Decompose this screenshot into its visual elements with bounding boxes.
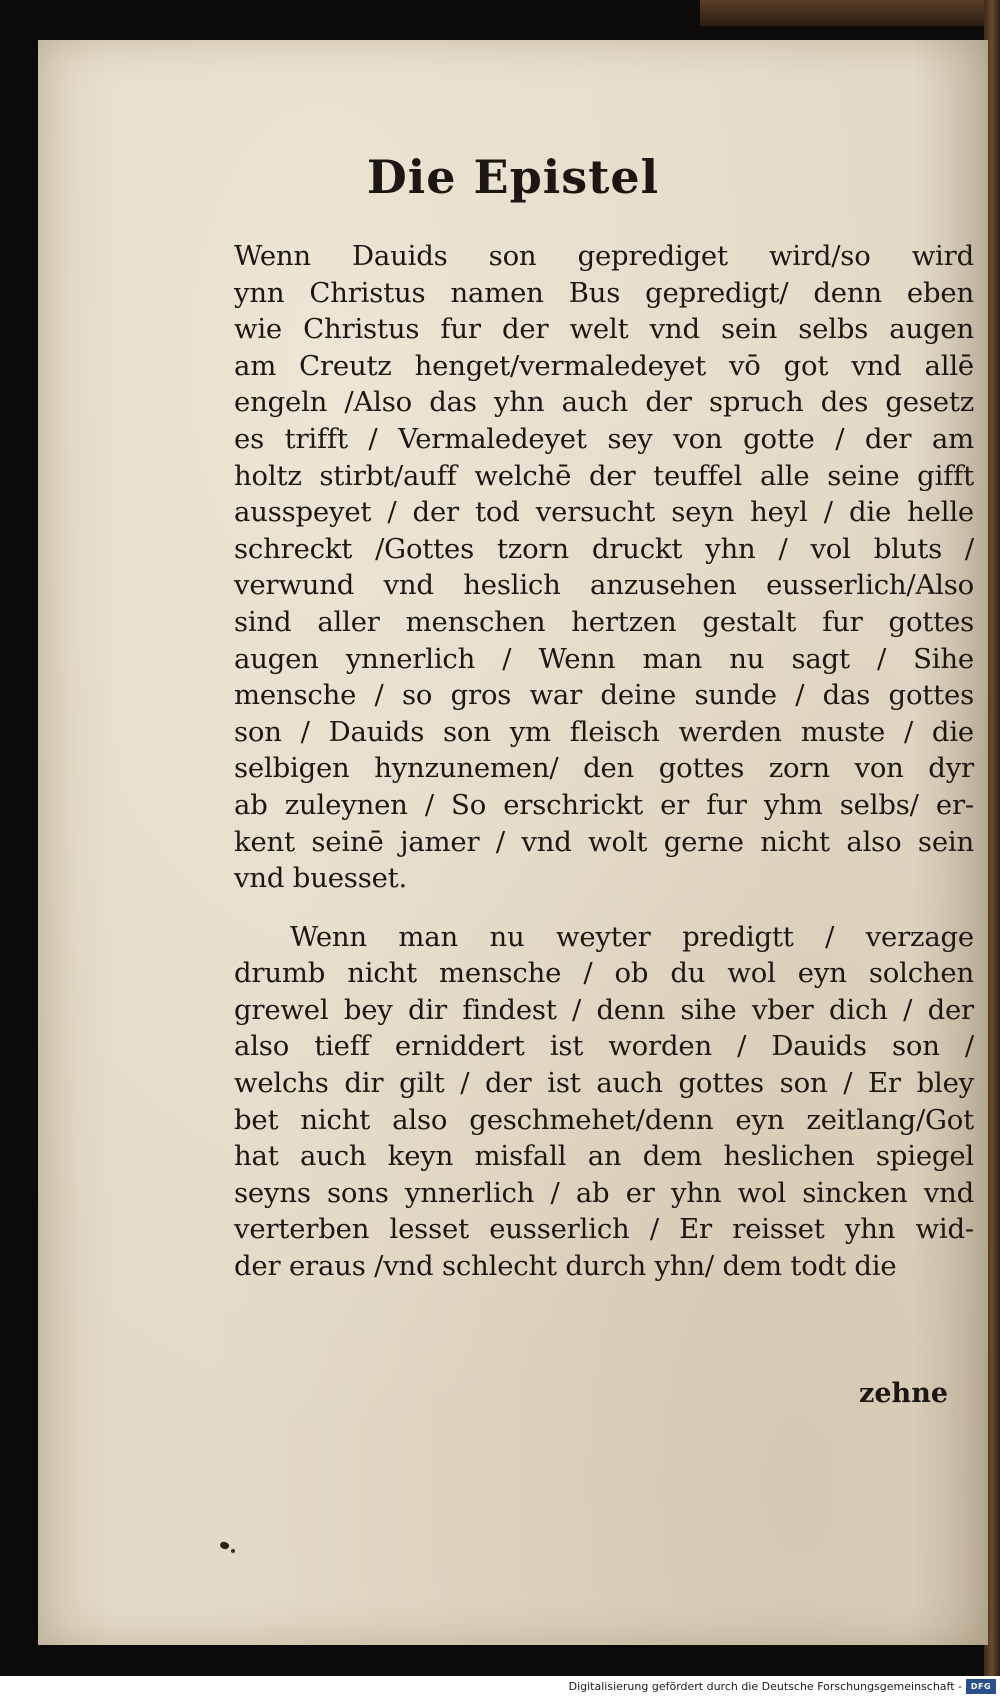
body-text bbox=[234, 238, 974, 1285]
text-line: seyns sons ynnerlich / ab er yhn wol sincken vnd bbox=[234, 1176, 974, 1209]
book-page bbox=[38, 40, 988, 1645]
text-line: engeln /Also das yhn auch der spruch des gesetz bbox=[234, 386, 974, 419]
text-line: also tieff erniddert ist worden / Dauids son / bbox=[234, 1030, 974, 1063]
text-line: holtz stirbt/auff welchē der teuffel alle seine gifft bbox=[234, 459, 974, 492]
paragraph bbox=[234, 919, 974, 1285]
catchword: zehne bbox=[859, 1378, 948, 1409]
book-edge-top bbox=[700, 0, 1000, 26]
funding-credit: Digitalisierung gefördert durch die Deutsche Forschungsgemeinschaft - bbox=[568, 1680, 962, 1693]
text-line: bet nicht also geschmehet/denn eyn zeitlang/Got bbox=[234, 1103, 974, 1136]
text-line: verterben lesset eusserlich / Er reisset yhn wid- bbox=[234, 1213, 974, 1246]
text-line: augen ynnerlich / Wenn man nu sagt / Sihe bbox=[234, 642, 974, 675]
running-head: Die Epistel bbox=[366, 150, 660, 204]
text-line: son / Dauids son ym fleisch werden muste / die bbox=[234, 715, 974, 748]
text-line: drumb nicht mensche / ob du wol eyn solchen bbox=[234, 957, 974, 990]
text-line: kent seinē jamer / vnd wolt gerne nicht also sein bbox=[234, 825, 974, 858]
ink-speck bbox=[231, 1549, 235, 1553]
text-line: wie Christus fur der welt vnd sein selbs augen bbox=[234, 313, 974, 346]
dfg-logo: DFG bbox=[966, 1679, 996, 1694]
text-line: welchs dir gilt / der ist auch gottes son / Er bley bbox=[234, 1067, 974, 1100]
text-line: schreckt /Gottes tzorn druckt yhn / vol bluts / bbox=[234, 532, 974, 565]
text-line: grewel bey dir findest / denn sihe vber dich / der bbox=[234, 993, 974, 1026]
ink-speck bbox=[219, 1540, 230, 1550]
text-line: verwund vnd heslich anzusehen eusserlich/Also bbox=[234, 569, 974, 602]
text-line: vnd buesset. bbox=[234, 862, 408, 895]
footer-bar bbox=[0, 1676, 1000, 1699]
text-line: Wenn man nu weyter predigtt / verzage bbox=[290, 920, 974, 953]
text-line: Wenn Dauids son geprediget wird/so wird bbox=[234, 240, 974, 272]
text-line: der eraus /vnd schlecht durch yhn/ dem todt die bbox=[234, 1250, 897, 1283]
text-line: mensche / so gros war deine sunde / das gottes bbox=[234, 679, 974, 712]
text-line: ausspeyet / der tod versucht seyn heyl / die helle bbox=[234, 496, 974, 529]
text-line: ab zuleynen / So erschrickt er fur yhm selbs/ er- bbox=[234, 788, 974, 821]
paragraph bbox=[234, 238, 974, 897]
text-line: am Creutz henget/vermaledeyet vō got vnd allē bbox=[234, 349, 974, 382]
text-line: sind aller menschen hertzen gestalt fur gottes bbox=[234, 605, 974, 638]
text-line: es trifft / Vermaledeyet sey von gotte / der am bbox=[234, 422, 974, 455]
text-line: ynn Christus namen Bus gepredigt/ denn eben bbox=[234, 276, 974, 309]
text-line: selbigen hynzunemen/ den gottes zorn von dyr bbox=[234, 752, 974, 785]
text-line: hat auch keyn misfall an dem heslichen spiegel bbox=[234, 1140, 974, 1173]
